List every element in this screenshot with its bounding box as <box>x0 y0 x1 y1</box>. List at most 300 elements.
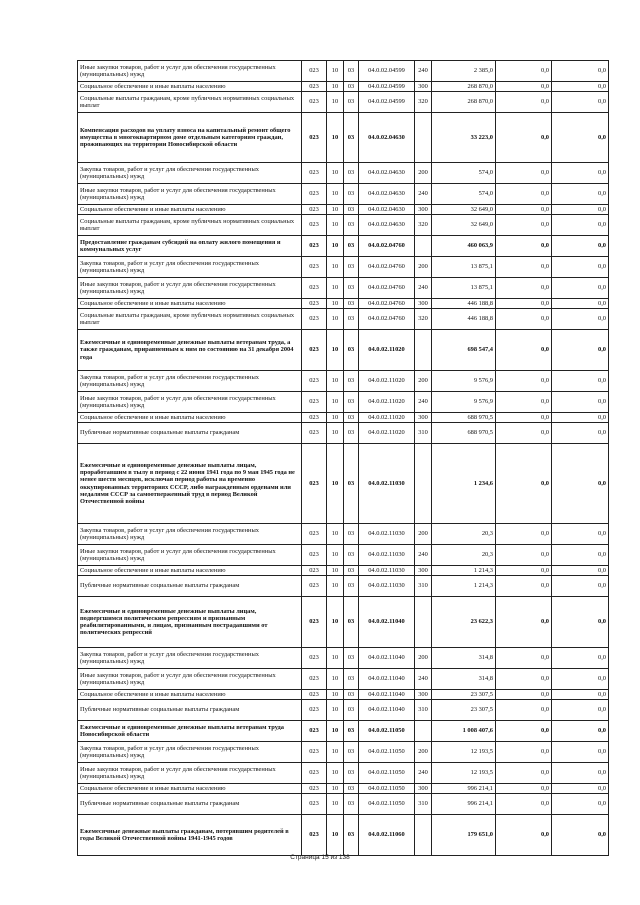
amount-year-2: 0,0 <box>496 597 552 648</box>
amount-year-2: 0,0 <box>496 299 552 309</box>
section-code: 10 <box>327 700 344 721</box>
dept-code: 023 <box>302 413 327 423</box>
amount-year-2: 0,0 <box>496 236 552 257</box>
amount-year-2: 0,0 <box>496 215 552 236</box>
table-row <box>78 215 609 236</box>
subsection-code: 03 <box>344 576 359 597</box>
subsection-code: 03 <box>344 113 359 163</box>
amount-year-1: 9 576,9 <box>432 392 496 413</box>
dept-code: 023 <box>302 113 327 163</box>
amount-year-3: 0,0 <box>552 763 609 784</box>
section-code: 10 <box>327 278 344 299</box>
expense-type-code: 300 <box>415 82 432 92</box>
amount-year-2: 0,0 <box>496 309 552 330</box>
amount-year-3: 0,0 <box>552 815 609 856</box>
row-name: Иные закупки товаров, работ и услуг для обеспечения государственных (муниципальных) нужд <box>78 278 302 299</box>
amount-year-3: 0,0 <box>552 742 609 763</box>
expense-type-code: 200 <box>415 371 432 392</box>
amount-year-2: 0,0 <box>496 648 552 669</box>
subsection-code: 03 <box>344 700 359 721</box>
amount-year-1: 688 970,5 <box>432 413 496 423</box>
section-code: 10 <box>327 721 344 742</box>
subsection-code: 03 <box>344 278 359 299</box>
expense-type-code: 240 <box>415 278 432 299</box>
subsection-code: 03 <box>344 392 359 413</box>
dept-code: 023 <box>302 566 327 576</box>
row-name: Ежемесячные и единовременные денежные выплаты ветеранам труда, а также гражданам, приравненным к ним по состоянию на 31 декабря 2004 года <box>78 330 302 371</box>
table-row <box>78 444 609 524</box>
amount-year-1: 996 214,1 <box>432 784 496 794</box>
amount-year-2: 0,0 <box>496 784 552 794</box>
target-article-code: 04.0.02.04630 <box>359 205 415 215</box>
subsection-code: 03 <box>344 215 359 236</box>
section-code: 10 <box>327 184 344 205</box>
amount-year-1: 996 214,1 <box>432 794 496 815</box>
row-name: Социальное обеспечение и иные выплаты населению <box>78 299 302 309</box>
target-article-code: 04.0.02.04630 <box>359 215 415 236</box>
table-row <box>78 566 609 576</box>
table-row <box>78 330 609 371</box>
dept-code: 023 <box>302 423 327 444</box>
subsection-code: 03 <box>344 648 359 669</box>
amount-year-1: 314,8 <box>432 648 496 669</box>
section-code: 10 <box>327 794 344 815</box>
amount-year-2: 0,0 <box>496 92 552 113</box>
amount-year-1: 1 234,6 <box>432 444 496 524</box>
dept-code: 023 <box>302 545 327 566</box>
expense-type-code: 200 <box>415 742 432 763</box>
section-code: 10 <box>327 82 344 92</box>
row-name: Закупка товаров, работ и услуг для обеспечения государственных (муниципальных) нужд <box>78 163 302 184</box>
row-name: Социальное обеспечение и иные выплаты населению <box>78 566 302 576</box>
amount-year-3: 0,0 <box>552 236 609 257</box>
target-article-code: 04.0.02.11020 <box>359 413 415 423</box>
amount-year-1: 268 870,0 <box>432 82 496 92</box>
section-code: 10 <box>327 566 344 576</box>
expense-type-code: 300 <box>415 205 432 215</box>
expense-type-code: 320 <box>415 92 432 113</box>
amount-year-1: 1 008 407,6 <box>432 721 496 742</box>
dept-code: 023 <box>302 184 327 205</box>
table-row <box>78 371 609 392</box>
subsection-code: 03 <box>344 82 359 92</box>
amount-year-1: 460 063,9 <box>432 236 496 257</box>
dept-code: 023 <box>302 690 327 700</box>
amount-year-1: 20,3 <box>432 524 496 545</box>
table-row <box>78 700 609 721</box>
section-code: 10 <box>327 205 344 215</box>
table-row <box>78 309 609 330</box>
amount-year-2: 0,0 <box>496 330 552 371</box>
subsection-code: 03 <box>344 205 359 215</box>
target-article-code: 04.0.02.04630 <box>359 184 415 205</box>
amount-year-3: 0,0 <box>552 299 609 309</box>
amount-year-2: 0,0 <box>496 205 552 215</box>
amount-year-2: 0,0 <box>496 742 552 763</box>
amount-year-1: 1 214,3 <box>432 566 496 576</box>
target-article-code: 04.0.02.11030 <box>359 545 415 566</box>
row-name: Ежемесячные денежные выплаты гражданам, потерявшим родителей в годы Великой Отечественной войны 1941-1945 годов <box>78 815 302 856</box>
row-name: Социальное обеспечение и иные выплаты населению <box>78 205 302 215</box>
section-code: 10 <box>327 392 344 413</box>
dept-code: 023 <box>302 721 327 742</box>
amount-year-1: 13 875,1 <box>432 257 496 278</box>
amount-year-3: 0,0 <box>552 163 609 184</box>
expense-type-code <box>415 815 432 856</box>
expense-type-code: 300 <box>415 784 432 794</box>
dept-code: 023 <box>302 82 327 92</box>
amount-year-2: 0,0 <box>496 763 552 784</box>
subsection-code: 03 <box>344 524 359 545</box>
amount-year-2: 0,0 <box>496 444 552 524</box>
expense-type-code: 300 <box>415 299 432 309</box>
amount-year-3: 0,0 <box>552 413 609 423</box>
amount-year-1: 179 651,0 <box>432 815 496 856</box>
table-row <box>78 545 609 566</box>
amount-year-1: 446 188,8 <box>432 299 496 309</box>
amount-year-3: 0,0 <box>552 61 609 82</box>
table-row <box>78 815 609 856</box>
amount-year-3: 0,0 <box>552 309 609 330</box>
row-name: Социальные выплаты гражданам, кроме публичных нормативных социальных выплат <box>78 309 302 330</box>
row-name: Иные закупки товаров, работ и услуг для обеспечения государственных (муниципальных) нужд <box>78 184 302 205</box>
table-row <box>78 184 609 205</box>
amount-year-1: 574,0 <box>432 163 496 184</box>
table-row <box>78 669 609 690</box>
target-article-code: 04.0.02.04760 <box>359 236 415 257</box>
subsection-code: 03 <box>344 163 359 184</box>
dept-code: 023 <box>302 61 327 82</box>
amount-year-3: 0,0 <box>552 392 609 413</box>
amount-year-1: 1 214,3 <box>432 576 496 597</box>
target-article-code: 04.0.02.11030 <box>359 524 415 545</box>
row-name: Иные закупки товаров, работ и услуг для обеспечения государственных (муниципальных) нужд <box>78 669 302 690</box>
subsection-code: 03 <box>344 566 359 576</box>
section-code: 10 <box>327 113 344 163</box>
section-code: 10 <box>327 299 344 309</box>
target-article-code: 04.0.02.11030 <box>359 566 415 576</box>
target-article-code: 04.0.02.11050 <box>359 784 415 794</box>
amount-year-3: 0,0 <box>552 669 609 690</box>
amount-year-2: 0,0 <box>496 815 552 856</box>
amount-year-2: 0,0 <box>496 690 552 700</box>
expense-type-code: 240 <box>415 545 432 566</box>
table-row <box>78 61 609 82</box>
target-article-code: 04.0.02.11020 <box>359 392 415 413</box>
target-article-code: 04.0.02.11020 <box>359 423 415 444</box>
amount-year-3: 0,0 <box>552 794 609 815</box>
amount-year-1: 314,8 <box>432 669 496 690</box>
row-name: Иные закупки товаров, работ и услуг для обеспечения государственных (муниципальных) нужд <box>78 61 302 82</box>
page-footer: Страница 15 из 138 <box>290 854 350 861</box>
target-article-code: 04.0.02.04760 <box>359 299 415 309</box>
section-code: 10 <box>327 742 344 763</box>
target-article-code: 04.0.02.11050 <box>359 721 415 742</box>
table-row <box>78 413 609 423</box>
amount-year-2: 0,0 <box>496 257 552 278</box>
amount-year-3: 0,0 <box>552 566 609 576</box>
section-code: 10 <box>327 545 344 566</box>
subsection-code: 03 <box>344 184 359 205</box>
section-code: 10 <box>327 524 344 545</box>
target-article-code: 04.0.02.11040 <box>359 597 415 648</box>
target-article-code: 04.0.02.11040 <box>359 669 415 690</box>
target-article-code: 04.0.02.04760 <box>359 309 415 330</box>
section-code: 10 <box>327 576 344 597</box>
subsection-code: 03 <box>344 371 359 392</box>
subsection-code: 03 <box>344 763 359 784</box>
row-name: Закупка товаров, работ и услуг для обеспечения государственных (муниципальных) нужд <box>78 257 302 278</box>
subsection-code: 03 <box>344 721 359 742</box>
row-name: Публичные нормативные социальные выплаты гражданам <box>78 576 302 597</box>
amount-year-3: 0,0 <box>552 215 609 236</box>
section-code: 10 <box>327 236 344 257</box>
dept-code: 023 <box>302 205 327 215</box>
dept-code: 023 <box>302 309 327 330</box>
expense-type-code: 240 <box>415 392 432 413</box>
expense-type-code: 200 <box>415 524 432 545</box>
dept-code: 023 <box>302 524 327 545</box>
expense-type-code <box>415 444 432 524</box>
expense-type-code: 310 <box>415 794 432 815</box>
row-name: Иные закупки товаров, работ и услуг для обеспечения государственных (муниципальных) нужд <box>78 545 302 566</box>
row-name: Ежемесячные и единовременные денежные выплаты лицам, подвергшимся политическим репрессиям и признанным реабилитированными, и лицам, признанным пострадавшими от политических репрессий <box>78 597 302 648</box>
target-article-code: 04.0.02.04599 <box>359 82 415 92</box>
dept-code: 023 <box>302 299 327 309</box>
table-row <box>78 257 609 278</box>
section-code: 10 <box>327 444 344 524</box>
amount-year-1: 32 649,0 <box>432 205 496 215</box>
amount-year-3: 0,0 <box>552 82 609 92</box>
expense-type-code: 300 <box>415 413 432 423</box>
row-name: Социальные выплаты гражданам, кроме публичных нормативных социальных выплат <box>78 215 302 236</box>
expense-type-code: 300 <box>415 690 432 700</box>
table-row <box>78 784 609 794</box>
table-row <box>78 278 609 299</box>
amount-year-2: 0,0 <box>496 794 552 815</box>
amount-year-3: 0,0 <box>552 444 609 524</box>
amount-year-3: 0,0 <box>552 92 609 113</box>
row-name: Иные закупки товаров, работ и услуг для обеспечения государственных (муниципальных) нужд <box>78 763 302 784</box>
dept-code: 023 <box>302 163 327 184</box>
section-code: 10 <box>327 669 344 690</box>
section-code: 10 <box>327 413 344 423</box>
dept-code: 023 <box>302 669 327 690</box>
subsection-code: 03 <box>344 545 359 566</box>
target-article-code: 04.0.02.11020 <box>359 371 415 392</box>
expense-type-code: 310 <box>415 700 432 721</box>
subsection-code: 03 <box>344 742 359 763</box>
amount-year-1: 23 307,5 <box>432 690 496 700</box>
dept-code: 023 <box>302 794 327 815</box>
dept-code: 023 <box>302 371 327 392</box>
expense-type-code <box>415 597 432 648</box>
target-article-code: 04.0.02.11030 <box>359 576 415 597</box>
dept-code: 023 <box>302 257 327 278</box>
amount-year-2: 0,0 <box>496 700 552 721</box>
target-article-code: 04.0.02.11040 <box>359 690 415 700</box>
amount-year-1: 268 870,0 <box>432 92 496 113</box>
amount-year-2: 0,0 <box>496 61 552 82</box>
row-name: Ежемесячные и единовременные денежные выплаты ветеранам труда Новосибирской области <box>78 721 302 742</box>
subsection-code: 03 <box>344 92 359 113</box>
target-article-code: 04.0.02.11040 <box>359 648 415 669</box>
amount-year-2: 0,0 <box>496 278 552 299</box>
row-name: Иные закупки товаров, работ и услуг для обеспечения государственных (муниципальных) нужд <box>78 392 302 413</box>
amount-year-3: 0,0 <box>552 784 609 794</box>
section-code: 10 <box>327 763 344 784</box>
amount-year-2: 0,0 <box>496 423 552 444</box>
table-row <box>78 524 609 545</box>
row-name: Публичные нормативные социальные выплаты гражданам <box>78 423 302 444</box>
expense-type-code: 200 <box>415 163 432 184</box>
section-code: 10 <box>327 648 344 669</box>
dept-code: 023 <box>302 815 327 856</box>
amount-year-3: 0,0 <box>552 576 609 597</box>
amount-year-3: 0,0 <box>552 597 609 648</box>
target-article-code: 04.0.02.11060 <box>359 815 415 856</box>
expense-type-code: 320 <box>415 215 432 236</box>
expense-type-code <box>415 113 432 163</box>
expense-type-code: 310 <box>415 423 432 444</box>
target-article-code: 04.0.02.04630 <box>359 163 415 184</box>
amount-year-1: 20,3 <box>432 545 496 566</box>
expense-type-code: 240 <box>415 184 432 205</box>
target-article-code: 04.0.02.04630 <box>359 113 415 163</box>
amount-year-2: 0,0 <box>496 413 552 423</box>
expense-type-code: 240 <box>415 669 432 690</box>
amount-year-1: 446 188,8 <box>432 309 496 330</box>
dept-code: 023 <box>302 784 327 794</box>
amount-year-3: 0,0 <box>552 257 609 278</box>
amount-year-2: 0,0 <box>496 392 552 413</box>
dept-code: 023 <box>302 330 327 371</box>
row-name: Ежемесячные и единовременные денежные выплаты лицам, проработавшим в тылу в период с 22 июня 1941 года по 9 мая 1945 года не менее шести месяцев, исключая период работы на временно оккупированных территориях СССР, либо награжденным орденами или медалями СССР за самоотверженный труд в период Великой Отечественной войны <box>78 444 302 524</box>
subsection-code: 03 <box>344 597 359 648</box>
amount-year-3: 0,0 <box>552 690 609 700</box>
target-article-code: 04.0.02.11050 <box>359 763 415 784</box>
expense-type-code: 310 <box>415 576 432 597</box>
amount-year-3: 0,0 <box>552 205 609 215</box>
subsection-code: 03 <box>344 690 359 700</box>
amount-year-3: 0,0 <box>552 184 609 205</box>
row-name: Социальное обеспечение и иные выплаты населению <box>78 82 302 92</box>
table-row <box>78 392 609 413</box>
dept-code: 023 <box>302 392 327 413</box>
table-row <box>78 648 609 669</box>
amount-year-3: 0,0 <box>552 700 609 721</box>
amount-year-2: 0,0 <box>496 82 552 92</box>
subsection-code: 03 <box>344 444 359 524</box>
dept-code: 023 <box>302 444 327 524</box>
amount-year-2: 0,0 <box>496 576 552 597</box>
target-article-code: 04.0.02.04760 <box>359 278 415 299</box>
row-name: Закупка товаров, работ и услуг для обеспечения государственных (муниципальных) нужд <box>78 742 302 763</box>
expense-type-code <box>415 721 432 742</box>
table-row <box>78 113 609 163</box>
section-code: 10 <box>327 815 344 856</box>
subsection-code: 03 <box>344 413 359 423</box>
subsection-code: 03 <box>344 784 359 794</box>
section-code: 10 <box>327 257 344 278</box>
amount-year-1: 23 622,3 <box>432 597 496 648</box>
expense-type-code <box>415 236 432 257</box>
expense-type-code: 300 <box>415 566 432 576</box>
section-code: 10 <box>327 784 344 794</box>
section-code: 10 <box>327 215 344 236</box>
table-row <box>78 163 609 184</box>
subsection-code: 03 <box>344 815 359 856</box>
amount-year-1: 574,0 <box>432 184 496 205</box>
row-name: Социальное обеспечение и иные выплаты населению <box>78 413 302 423</box>
amount-year-1: 688 970,5 <box>432 423 496 444</box>
amount-year-1: 32 649,0 <box>432 215 496 236</box>
dept-code: 023 <box>302 215 327 236</box>
row-name: Социальные выплаты гражданам, кроме публичных нормативных социальных выплат <box>78 92 302 113</box>
amount-year-2: 0,0 <box>496 371 552 392</box>
section-code: 10 <box>327 597 344 648</box>
table-row <box>78 423 609 444</box>
amount-year-1: 13 875,1 <box>432 278 496 299</box>
amount-year-3: 0,0 <box>552 423 609 444</box>
dept-code: 023 <box>302 597 327 648</box>
subsection-code: 03 <box>344 61 359 82</box>
dept-code: 023 <box>302 763 327 784</box>
amount-year-1: 12 193,5 <box>432 763 496 784</box>
section-code: 10 <box>327 423 344 444</box>
subsection-code: 03 <box>344 236 359 257</box>
dept-code: 023 <box>302 576 327 597</box>
expense-type-code: 320 <box>415 309 432 330</box>
section-code: 10 <box>327 163 344 184</box>
row-name: Публичные нормативные социальные выплаты гражданам <box>78 794 302 815</box>
section-code: 10 <box>327 371 344 392</box>
target-article-code: 04.0.02.11020 <box>359 330 415 371</box>
dept-code: 023 <box>302 236 327 257</box>
dept-code: 023 <box>302 700 327 721</box>
target-article-code: 04.0.02.04599 <box>359 92 415 113</box>
subsection-code: 03 <box>344 794 359 815</box>
amount-year-2: 0,0 <box>496 669 552 690</box>
dept-code: 023 <box>302 648 327 669</box>
amount-year-3: 0,0 <box>552 545 609 566</box>
dept-code: 023 <box>302 278 327 299</box>
target-article-code: 04.0.02.11050 <box>359 742 415 763</box>
section-code: 10 <box>327 92 344 113</box>
table-row <box>78 690 609 700</box>
amount-year-3: 0,0 <box>552 330 609 371</box>
amount-year-1: 698 547,4 <box>432 330 496 371</box>
row-name: Закупка товаров, работ и услуг для обеспечения государственных (муниципальных) нужд <box>78 371 302 392</box>
dept-code: 023 <box>302 92 327 113</box>
section-code: 10 <box>327 330 344 371</box>
subsection-code: 03 <box>344 257 359 278</box>
table-row <box>78 597 609 648</box>
target-article-code: 04.0.02.11050 <box>359 794 415 815</box>
subsection-code: 03 <box>344 330 359 371</box>
amount-year-1: 2 385,0 <box>432 61 496 82</box>
amount-year-1: 12 193,5 <box>432 742 496 763</box>
table-row <box>78 721 609 742</box>
amount-year-2: 0,0 <box>496 524 552 545</box>
amount-year-1: 23 307,5 <box>432 700 496 721</box>
row-name: Закупка товаров, работ и услуг для обеспечения государственных (муниципальных) нужд <box>78 648 302 669</box>
target-article-code: 04.0.02.04599 <box>359 61 415 82</box>
section-code: 10 <box>327 61 344 82</box>
section-code: 10 <box>327 690 344 700</box>
amount-year-2: 0,0 <box>496 163 552 184</box>
subsection-code: 03 <box>344 309 359 330</box>
